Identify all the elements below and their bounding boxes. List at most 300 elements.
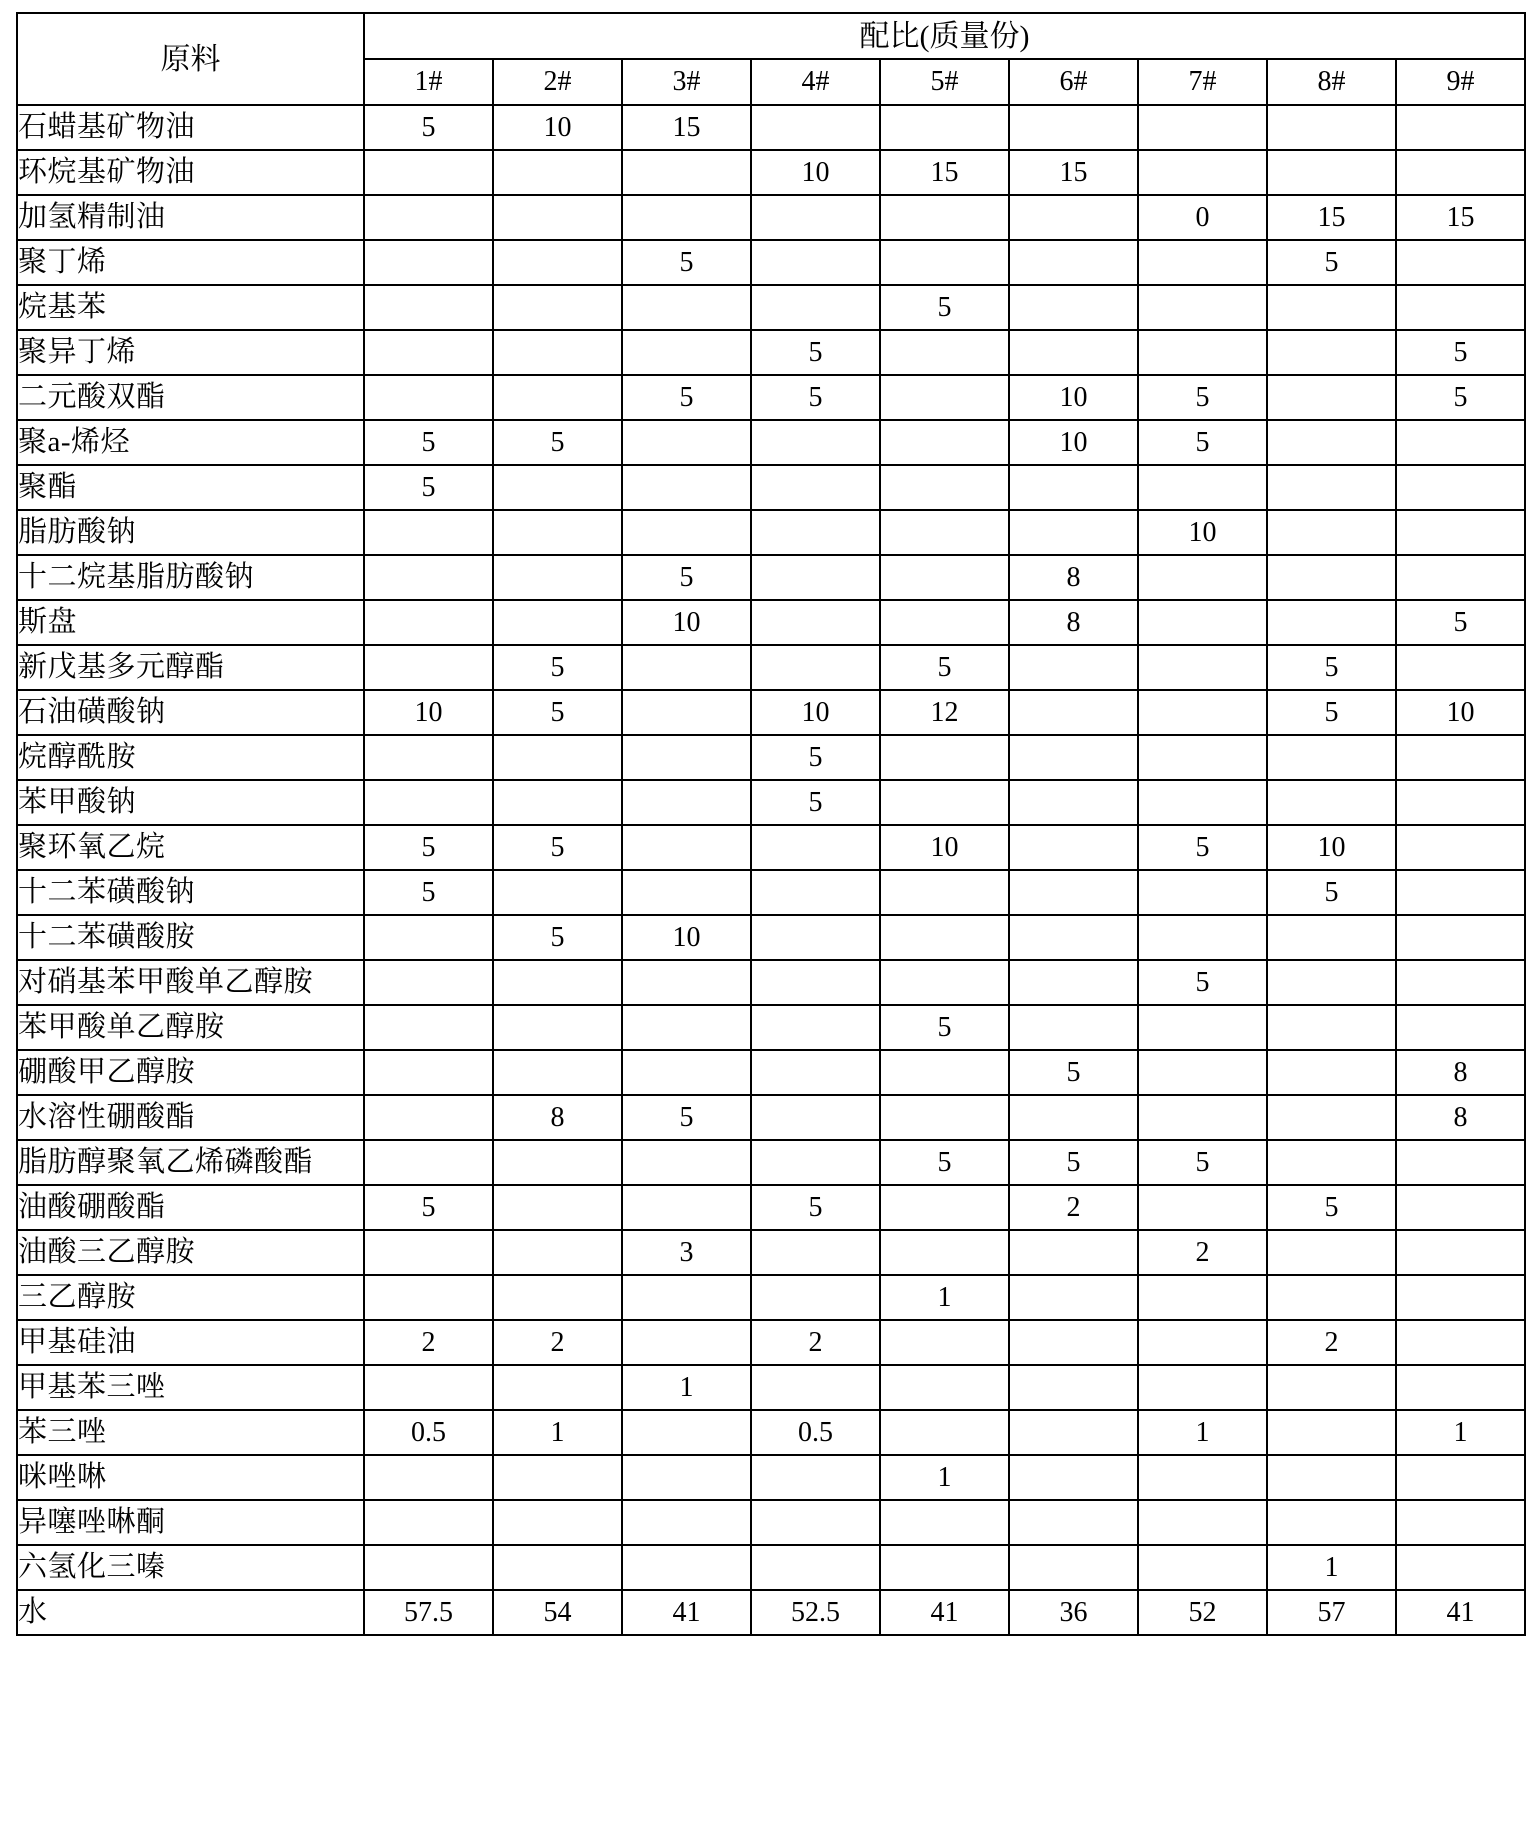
ratio-value — [364, 510, 493, 555]
table-row — [17, 1590, 1525, 1635]
ratio-value: 3 — [622, 1230, 751, 1275]
column-header-3: 3# — [622, 59, 751, 105]
table-row — [17, 690, 1525, 735]
ratio-value: 41 — [622, 1590, 751, 1635]
ratio-value — [493, 600, 622, 645]
ratio-value: 1 — [1138, 1410, 1267, 1455]
ratio-value — [622, 330, 751, 375]
ratio-value — [1138, 555, 1267, 600]
ratio-value — [364, 915, 493, 960]
ratio-value — [880, 1185, 1009, 1230]
ratio-value — [1396, 960, 1525, 1005]
ratio-value — [1138, 1500, 1267, 1545]
ratio-value — [751, 1545, 880, 1590]
ratio-value — [1009, 1545, 1138, 1590]
ratio-value — [1009, 645, 1138, 690]
ratio-value: 5 — [1267, 1185, 1396, 1230]
ratio-value — [1267, 465, 1396, 510]
column-header-1: 1# — [364, 59, 493, 105]
ratio-value — [1396, 780, 1525, 825]
ratio-value: 5 — [493, 825, 622, 870]
ratio-value — [1267, 1365, 1396, 1410]
ratio-value — [493, 510, 622, 555]
table-row — [17, 645, 1525, 690]
ratio-value — [493, 195, 622, 240]
ratio-value — [1396, 510, 1525, 555]
table-row — [17, 150, 1525, 195]
ratio-value — [1138, 1050, 1267, 1095]
table-header — [17, 13, 1525, 105]
ratio-value — [1396, 1455, 1525, 1500]
ratio-value: 5 — [493, 420, 622, 465]
ratio-value — [622, 960, 751, 1005]
table-row — [17, 375, 1525, 420]
ratio-value: 10 — [1267, 825, 1396, 870]
ratio-value — [622, 780, 751, 825]
ratio-value — [1009, 465, 1138, 510]
ratio-value: 2 — [751, 1320, 880, 1365]
ratio-value — [1267, 735, 1396, 780]
ingredient-column-header: 原料 — [17, 13, 364, 105]
ratio-value — [1396, 1365, 1525, 1410]
ratio-value — [1009, 1455, 1138, 1500]
ingredient-name: 甲基硅油 — [17, 1320, 364, 1365]
ratio-value — [1396, 420, 1525, 465]
ratio-value: 5 — [880, 285, 1009, 330]
ratio-value — [1396, 1320, 1525, 1365]
ratio-value — [1396, 240, 1525, 285]
ratio-value — [1396, 645, 1525, 690]
ratio-value — [1009, 285, 1138, 330]
ingredient-name: 咪唑啉 — [17, 1455, 364, 1500]
ratio-value: 10 — [1396, 690, 1525, 735]
ingredient-name: 水 — [17, 1590, 364, 1635]
ratio-value: 2 — [364, 1320, 493, 1365]
ratio-value: 0 — [1138, 195, 1267, 240]
ratio-value — [880, 240, 1009, 285]
ratio-value — [364, 1455, 493, 1500]
ratio-value — [880, 465, 1009, 510]
ratio-value: 2 — [493, 1320, 622, 1365]
table-row — [17, 1320, 1525, 1365]
ratio-value — [364, 1140, 493, 1185]
ratio-value — [364, 1095, 493, 1140]
ratio-value — [1009, 1365, 1138, 1410]
ingredient-name: 聚酯 — [17, 465, 364, 510]
ratio-value: 5 — [751, 735, 880, 780]
ingredient-name: 石油磺酸钠 — [17, 690, 364, 735]
ratio-value — [1138, 150, 1267, 195]
ratio-value — [364, 780, 493, 825]
ingredient-name: 油酸三乙醇胺 — [17, 1230, 364, 1275]
ratio-value: 2 — [1138, 1230, 1267, 1275]
ratio-value — [1009, 735, 1138, 780]
ratio-value: 2 — [1267, 1320, 1396, 1365]
ratio-value: 41 — [880, 1590, 1009, 1635]
ratio-value — [751, 510, 880, 555]
ratio-value: 8 — [1009, 600, 1138, 645]
ratio-group-header: 配比(质量份) — [364, 13, 1525, 59]
ratio-value — [1267, 1230, 1396, 1275]
ingredient-name: 聚异丁烯 — [17, 330, 364, 375]
ratio-value — [751, 645, 880, 690]
ratio-value — [1009, 1230, 1138, 1275]
ratio-value: 5 — [622, 555, 751, 600]
ratio-value — [364, 1365, 493, 1410]
ratio-value — [1009, 240, 1138, 285]
ratio-value — [1396, 915, 1525, 960]
ratio-value — [493, 1005, 622, 1050]
column-header-7: 7# — [1138, 59, 1267, 105]
ratio-value — [622, 1185, 751, 1230]
table-row — [17, 915, 1525, 960]
ingredient-name: 苯三唑 — [17, 1410, 364, 1455]
ratio-value: 5 — [880, 1140, 1009, 1185]
ratio-value: 8 — [493, 1095, 622, 1140]
ratio-value — [751, 870, 880, 915]
ratio-value: 0.5 — [751, 1410, 880, 1455]
ratio-value — [1267, 330, 1396, 375]
ratio-value — [364, 1230, 493, 1275]
ratio-value: 5 — [1396, 375, 1525, 420]
table-row — [17, 420, 1525, 465]
ratio-value: 15 — [1267, 195, 1396, 240]
ratio-value — [1138, 285, 1267, 330]
ingredient-name: 对硝基苯甲酸单乙醇胺 — [17, 960, 364, 1005]
ratio-value — [880, 1320, 1009, 1365]
ratio-value — [751, 420, 880, 465]
ratio-value: 1 — [493, 1410, 622, 1455]
ratio-value — [493, 1365, 622, 1410]
ingredient-name: 新戊基多元醇酯 — [17, 645, 364, 690]
table-row — [17, 825, 1525, 870]
ratio-value — [880, 375, 1009, 420]
ratio-value — [880, 600, 1009, 645]
ratio-value — [1009, 1095, 1138, 1140]
table-row — [17, 780, 1525, 825]
ratio-value — [1138, 690, 1267, 735]
table-row — [17, 1545, 1525, 1590]
ingredient-name: 环烷基矿物油 — [17, 150, 364, 195]
ratio-value — [751, 465, 880, 510]
ratio-value — [493, 375, 622, 420]
ratio-value: 12 — [880, 690, 1009, 735]
ratio-value: 10 — [493, 105, 622, 150]
table-row — [17, 1095, 1525, 1140]
ratio-value — [364, 240, 493, 285]
ratio-value: 5 — [1267, 690, 1396, 735]
ratio-value — [1009, 1275, 1138, 1320]
ratio-value — [1267, 510, 1396, 555]
header-row-top — [17, 13, 1525, 59]
ratio-value — [1009, 825, 1138, 870]
ratio-value — [1138, 330, 1267, 375]
ratio-value: 5 — [880, 645, 1009, 690]
ratio-value — [493, 1230, 622, 1275]
ratio-value — [1009, 105, 1138, 150]
ratio-value — [1267, 1140, 1396, 1185]
ratio-value — [1009, 870, 1138, 915]
table-row — [17, 510, 1525, 555]
ratio-value — [1138, 735, 1267, 780]
ratio-value — [493, 240, 622, 285]
ratio-value: 1 — [622, 1365, 751, 1410]
ingredient-name: 苯甲酸钠 — [17, 780, 364, 825]
ratio-value: 5 — [1396, 600, 1525, 645]
ratio-value — [622, 1005, 751, 1050]
ratio-value — [1009, 1005, 1138, 1050]
ratio-value — [1267, 1455, 1396, 1500]
ratio-value — [751, 1230, 880, 1275]
ratio-value — [880, 915, 1009, 960]
ratio-value: 5 — [751, 1185, 880, 1230]
ingredient-name: 三乙醇胺 — [17, 1275, 364, 1320]
ratio-value — [622, 1275, 751, 1320]
ratio-value — [1267, 960, 1396, 1005]
ratio-value — [364, 375, 493, 420]
ratio-value — [364, 285, 493, 330]
ratio-value — [1396, 465, 1525, 510]
ratio-value — [1138, 1185, 1267, 1230]
ingredient-name: 水溶性硼酸酯 — [17, 1095, 364, 1140]
table-row — [17, 195, 1525, 240]
ratio-value — [364, 1275, 493, 1320]
ratio-value — [1267, 915, 1396, 960]
ratio-value: 57.5 — [364, 1590, 493, 1635]
ratio-value — [622, 1050, 751, 1095]
ratio-value — [1396, 1005, 1525, 1050]
ingredient-name: 十二苯磺酸钠 — [17, 870, 364, 915]
ratio-value — [1267, 105, 1396, 150]
ratio-value: 10 — [751, 150, 880, 195]
ratio-value — [880, 1050, 1009, 1095]
ratio-value — [880, 195, 1009, 240]
ingredient-name: 聚环氧乙烷 — [17, 825, 364, 870]
ratio-value: 10 — [364, 690, 493, 735]
ratio-value: 10 — [622, 915, 751, 960]
ratio-value — [1138, 1365, 1267, 1410]
ratio-value: 5 — [1267, 240, 1396, 285]
table-row — [17, 1050, 1525, 1095]
ratio-value — [1267, 1050, 1396, 1095]
ratio-value: 15 — [880, 150, 1009, 195]
ratio-value: 5 — [751, 330, 880, 375]
ratio-value — [1396, 555, 1525, 600]
ratio-value — [880, 420, 1009, 465]
table-row — [17, 1275, 1525, 1320]
ratio-value — [1267, 1275, 1396, 1320]
ratio-value — [1138, 780, 1267, 825]
ratio-value — [880, 1230, 1009, 1275]
ratio-value — [1138, 870, 1267, 915]
ratio-value — [1009, 330, 1138, 375]
ratio-value: 10 — [1138, 510, 1267, 555]
ratio-value — [880, 1545, 1009, 1590]
ratio-value — [751, 1095, 880, 1140]
ratio-value — [622, 510, 751, 555]
ratio-value — [880, 105, 1009, 150]
ratio-value — [622, 1545, 751, 1590]
ratio-value: 1 — [880, 1275, 1009, 1320]
column-header-4: 4# — [751, 59, 880, 105]
ratio-value: 5 — [364, 420, 493, 465]
ingredient-name: 十二烷基脂肪酸钠 — [17, 555, 364, 600]
ratio-value — [1138, 105, 1267, 150]
ratio-value — [493, 150, 622, 195]
ratio-value: 5 — [364, 1185, 493, 1230]
ingredient-name: 斯盘 — [17, 600, 364, 645]
ingredient-name: 烷基苯 — [17, 285, 364, 330]
ratio-value — [622, 150, 751, 195]
ratio-value: 5 — [751, 375, 880, 420]
ratio-value — [1267, 1005, 1396, 1050]
ratio-value: 5 — [364, 465, 493, 510]
ingredient-name: 六氢化三嗪 — [17, 1545, 364, 1590]
ratio-value: 5 — [622, 1095, 751, 1140]
ratio-value — [493, 1275, 622, 1320]
ratio-value — [1267, 555, 1396, 600]
ratio-value — [364, 735, 493, 780]
ratio-value — [622, 825, 751, 870]
ratio-value: 2 — [1009, 1185, 1138, 1230]
ratio-value — [493, 1455, 622, 1500]
ratio-value — [364, 195, 493, 240]
ratio-value — [1267, 285, 1396, 330]
ratio-value — [622, 420, 751, 465]
ratio-value: 0.5 — [364, 1410, 493, 1455]
ingredient-name: 脂肪醇聚氧乙烯磷酸酯 — [17, 1140, 364, 1185]
ratio-value — [751, 1365, 880, 1410]
ratio-value — [493, 285, 622, 330]
ingredient-name: 脂肪酸钠 — [17, 510, 364, 555]
ratio-value — [1267, 1500, 1396, 1545]
ratio-value — [364, 1545, 493, 1590]
ratio-value — [1009, 780, 1138, 825]
ratio-value — [364, 150, 493, 195]
ingredient-name: 十二苯磺酸胺 — [17, 915, 364, 960]
ratio-value: 5 — [1009, 1140, 1138, 1185]
ingredient-name: 甲基苯三唑 — [17, 1365, 364, 1410]
ratio-value — [751, 195, 880, 240]
ratio-value: 10 — [622, 600, 751, 645]
ratio-value — [622, 735, 751, 780]
ingredient-name: 硼酸甲乙醇胺 — [17, 1050, 364, 1095]
ratio-value — [622, 195, 751, 240]
ratio-value — [1009, 1500, 1138, 1545]
ratio-value — [1396, 1140, 1525, 1185]
ratio-value: 36 — [1009, 1590, 1138, 1635]
ratio-value: 15 — [622, 105, 751, 150]
ratio-value: 57 — [1267, 1590, 1396, 1635]
ratio-value — [1138, 1545, 1267, 1590]
ingredient-name: 二元酸双酯 — [17, 375, 364, 420]
ratio-value: 5 — [1138, 420, 1267, 465]
ratio-value — [880, 510, 1009, 555]
ingredient-name: 烷醇酰胺 — [17, 735, 364, 780]
ratio-value: 5 — [364, 105, 493, 150]
ratio-value — [364, 1005, 493, 1050]
ratio-value: 5 — [1138, 960, 1267, 1005]
ratio-value: 8 — [1396, 1095, 1525, 1140]
column-header-2: 2# — [493, 59, 622, 105]
ratio-value — [1396, 1545, 1525, 1590]
ratio-value — [622, 690, 751, 735]
ratio-value — [1396, 150, 1525, 195]
ratio-value — [751, 285, 880, 330]
ratio-value — [751, 1455, 880, 1500]
table-row — [17, 285, 1525, 330]
table-row — [17, 240, 1525, 285]
ratio-value: 5 — [364, 870, 493, 915]
ratio-value — [1267, 150, 1396, 195]
ratio-value — [622, 1500, 751, 1545]
ratio-value — [1138, 600, 1267, 645]
ratio-value: 5 — [622, 240, 751, 285]
ratio-value — [880, 735, 1009, 780]
ratio-value — [1267, 1095, 1396, 1140]
ratio-value — [1009, 960, 1138, 1005]
ratio-value — [1138, 915, 1267, 960]
ratio-value — [622, 645, 751, 690]
ratio-value — [493, 735, 622, 780]
ratio-value — [751, 240, 880, 285]
table-row — [17, 1185, 1525, 1230]
ratio-value — [364, 960, 493, 1005]
ratio-value — [751, 105, 880, 150]
ratio-value — [493, 1500, 622, 1545]
ratio-value — [364, 645, 493, 690]
ratio-value — [880, 1500, 1009, 1545]
ratio-value — [493, 330, 622, 375]
ratio-value — [751, 1275, 880, 1320]
ratio-value — [1267, 375, 1396, 420]
ratio-value — [1138, 1095, 1267, 1140]
ratio-value — [622, 870, 751, 915]
ratio-value — [1009, 510, 1138, 555]
ratio-value: 10 — [880, 825, 1009, 870]
ratio-value — [1138, 1005, 1267, 1050]
ratio-value: 1 — [880, 1455, 1009, 1500]
ratio-value: 41 — [1396, 1590, 1525, 1635]
table-row — [17, 1230, 1525, 1275]
ratio-value: 52.5 — [751, 1590, 880, 1635]
ratio-value — [751, 825, 880, 870]
ratio-value: 5 — [493, 690, 622, 735]
ingredient-name: 石蜡基矿物油 — [17, 105, 364, 150]
ratio-value: 5 — [1396, 330, 1525, 375]
ratio-value: 5 — [1267, 645, 1396, 690]
ratio-value — [493, 780, 622, 825]
ratio-value: 5 — [880, 1005, 1009, 1050]
ratio-value — [1396, 735, 1525, 780]
ratio-value: 10 — [1009, 375, 1138, 420]
table-row — [17, 1140, 1525, 1185]
ingredient-name: 油酸硼酸酯 — [17, 1185, 364, 1230]
ratio-value: 5 — [1138, 825, 1267, 870]
ratio-value — [1138, 1275, 1267, 1320]
ratio-value — [1009, 1410, 1138, 1455]
ingredient-name: 加氢精制油 — [17, 195, 364, 240]
ratio-value — [622, 1410, 751, 1455]
ratio-value — [1138, 1320, 1267, 1365]
ratio-value — [1396, 1500, 1525, 1545]
ratio-value — [493, 465, 622, 510]
formulation-table — [16, 12, 1526, 1636]
ratio-value — [364, 1500, 493, 1545]
ratio-value — [1009, 1320, 1138, 1365]
ratio-value — [1396, 1185, 1525, 1230]
table-row — [17, 465, 1525, 510]
